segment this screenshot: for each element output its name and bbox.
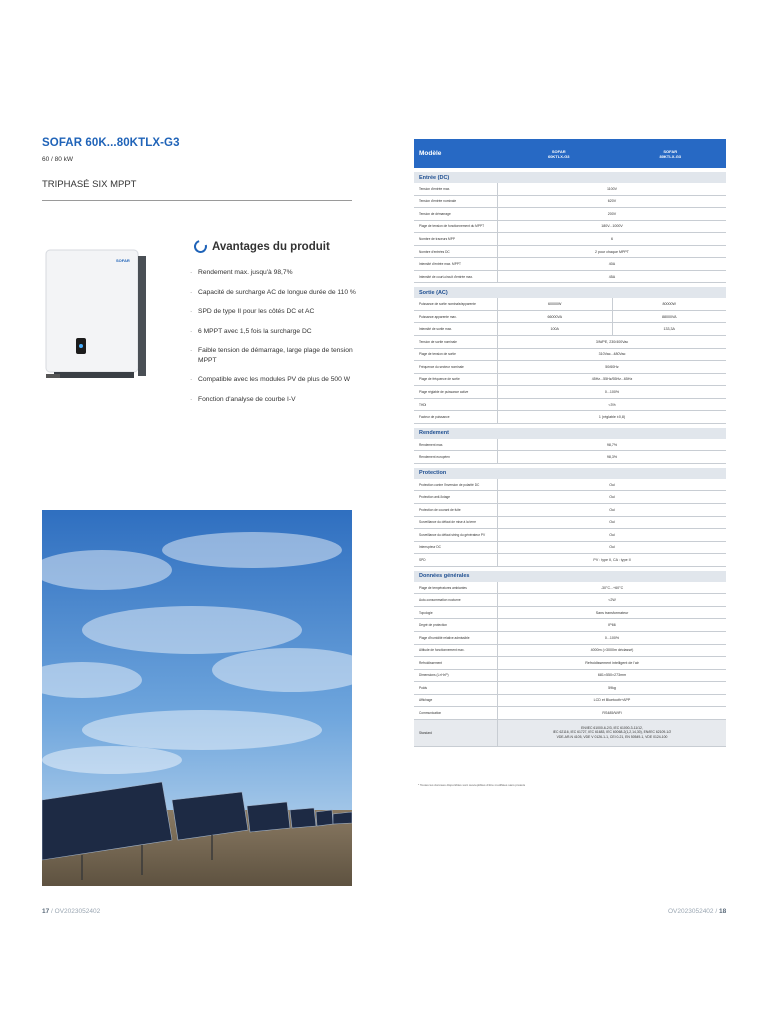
row-value: <3% bbox=[608, 402, 616, 407]
table-row bbox=[414, 439, 726, 452]
table-row bbox=[414, 208, 726, 221]
table-row bbox=[414, 361, 726, 374]
section-header: Sortie (AC) bbox=[414, 287, 726, 298]
table-row bbox=[414, 479, 726, 492]
row-label: Intensité de sortie max. bbox=[414, 323, 498, 335]
row-label: Rendement max. bbox=[414, 439, 498, 451]
row-label: Surveillance du défaut string du générateur PV bbox=[414, 529, 498, 541]
row-value: 180V...1000V bbox=[601, 224, 623, 229]
table-row bbox=[414, 233, 726, 246]
row-label: Intensité de court-circuit d'entrée max. bbox=[414, 271, 498, 283]
row-label: Plage de tension de fonctionnement du MPPT bbox=[414, 221, 498, 233]
row-value: 50/60Hz bbox=[605, 364, 619, 369]
spec-table bbox=[414, 139, 726, 747]
row-value: 88000VA bbox=[661, 314, 677, 319]
row-label: Plage d'humidité relative admissible bbox=[414, 632, 498, 644]
row-value: Oui bbox=[609, 507, 615, 512]
row-label: Surveillance du défaut de mise à la terre bbox=[414, 517, 498, 529]
row-value: 133,3A bbox=[663, 327, 675, 332]
row-label: Topologie bbox=[414, 607, 498, 619]
row-value: 200V bbox=[607, 211, 617, 216]
table-row bbox=[414, 707, 726, 720]
list-item: · Faible tension de démarrage, large plage de tension MPPT bbox=[190, 346, 360, 365]
divider bbox=[42, 200, 352, 201]
product-title: SOFAR 60K...80KTLX-G3 bbox=[42, 137, 180, 149]
list-item: · Rendement max. jusqu'à 98,7% bbox=[190, 268, 360, 278]
row-value: -30°C...+60°C bbox=[600, 585, 624, 590]
table-row bbox=[414, 619, 726, 632]
row-label: Puissance de sortie nominale/apparente bbox=[414, 298, 498, 310]
row-label: Plage réglable de puissance active bbox=[414, 386, 498, 398]
row-label: Fréquence du secteur nominale bbox=[414, 361, 498, 373]
row-value: PV : type II, CA : type II bbox=[593, 557, 631, 562]
section-header: Protection bbox=[414, 468, 726, 479]
table-row bbox=[414, 258, 726, 271]
row-value: 1 (réglable ±0,8) bbox=[598, 415, 626, 420]
row-label: Dimensions (L×H×P) bbox=[414, 670, 498, 682]
row-label: Auto-consommation nocturne bbox=[414, 594, 498, 606]
table-footnote: * Toutes les données disponibles sont susceptibles d'être modifiées sans préavis bbox=[418, 783, 526, 787]
page-number: 17 bbox=[42, 908, 50, 915]
row-value: Oui bbox=[609, 482, 615, 487]
row-label: Poids bbox=[414, 682, 498, 694]
row-value: 45Hz...55Hz/55Hz...65Hz bbox=[591, 377, 633, 382]
row-value: Oui bbox=[609, 545, 615, 550]
row-label: Tension d'entrée nominale bbox=[414, 196, 498, 208]
section-header: Entrée (DC) bbox=[414, 172, 726, 183]
inverter-image bbox=[44, 248, 150, 382]
table-row bbox=[414, 386, 726, 399]
row-label: Facteur de puissance bbox=[414, 411, 498, 423]
row-label: Plage de tension de sortie bbox=[414, 349, 498, 361]
doc-code: OV2023052402 bbox=[668, 908, 714, 915]
row-value: 45A bbox=[608, 274, 616, 279]
row-value: 98,3% bbox=[606, 455, 618, 460]
row-value: Oui bbox=[609, 495, 615, 500]
section-header: Données générales bbox=[414, 571, 726, 582]
table-row bbox=[414, 594, 726, 607]
table-row bbox=[414, 582, 726, 595]
model-label: Modèle bbox=[419, 150, 442, 157]
table-row bbox=[414, 529, 726, 542]
table-row bbox=[414, 632, 726, 645]
page-number: 18 bbox=[718, 908, 727, 915]
advantages-title: Avantages du produit bbox=[212, 240, 330, 253]
row-value: 66000VA bbox=[498, 311, 613, 323]
table-row bbox=[414, 451, 726, 464]
table-row bbox=[414, 311, 726, 324]
row-label: Rendement européen bbox=[414, 451, 498, 463]
row-value: 40A bbox=[608, 262, 616, 267]
row-label: Standard bbox=[414, 720, 498, 746]
advantages-header bbox=[194, 240, 330, 253]
row-value: 80000W bbox=[662, 302, 676, 307]
row-value: LCD et Bluetooth+APP bbox=[593, 698, 631, 703]
table-row bbox=[414, 682, 726, 695]
table-row bbox=[414, 246, 726, 259]
table-row bbox=[414, 517, 726, 530]
row-value: 59kg bbox=[608, 685, 616, 690]
row-value: 60000W bbox=[498, 298, 613, 310]
row-value: 0...100% bbox=[604, 635, 620, 640]
row-value: 6 bbox=[611, 236, 613, 241]
table-row bbox=[414, 298, 726, 311]
section-header: Rendement bbox=[414, 428, 726, 439]
row-label: Refroidissement bbox=[414, 657, 498, 669]
table-row bbox=[414, 399, 726, 412]
table-header bbox=[414, 139, 726, 168]
inverter-logo: SOFAR bbox=[116, 258, 130, 263]
row-label: THDi bbox=[414, 399, 498, 411]
row-value: 100A bbox=[498, 323, 613, 335]
table-row bbox=[414, 374, 726, 387]
circle-logo-icon bbox=[192, 238, 210, 256]
table-row bbox=[414, 491, 726, 504]
row-value: Refroidissement intelligent de l'air bbox=[585, 660, 639, 665]
row-value: Oui bbox=[609, 520, 615, 525]
row-label: Degré de protection bbox=[414, 619, 498, 631]
row-label: Protection contre l'inversion de polarité DC bbox=[414, 479, 498, 491]
list-item: · Compatible avec les modules PV de plus de 500 W bbox=[190, 375, 360, 385]
list-item: · Capacité de surcharge AC de longue durée de 110 % bbox=[190, 288, 360, 298]
power-range: 60 / 80 kW bbox=[42, 156, 74, 163]
row-value: 620V bbox=[607, 199, 617, 204]
row-value: 681×550×273mm bbox=[597, 673, 627, 678]
row-label: Intensité d'entrée max. MPPT bbox=[414, 258, 498, 270]
table-row bbox=[414, 271, 726, 284]
table-row bbox=[414, 504, 726, 517]
row-value: Sans transformateur bbox=[595, 610, 629, 615]
list-item: · Fonction d'analyse de courbe I-V bbox=[190, 395, 360, 405]
footer-left: 17 / OV2023052402 bbox=[42, 908, 101, 915]
row-label: Affichage bbox=[414, 695, 498, 707]
row-label: Tension d'entrée max. bbox=[414, 183, 498, 195]
table-row bbox=[414, 645, 726, 658]
table-row bbox=[414, 196, 726, 209]
list-item: · SPD de type II pour les côtés DC et AC bbox=[190, 307, 360, 317]
row-label: Nombre de traceurs MPP bbox=[414, 233, 498, 245]
row-label: Nombre d'entrées DC bbox=[414, 246, 498, 258]
product-tagline: TRIPHASÉ SIX MPPT bbox=[42, 179, 137, 190]
solar-field-photo bbox=[42, 510, 352, 886]
row-value: IP66 bbox=[608, 623, 616, 628]
advantages-list bbox=[190, 268, 360, 414]
row-label: Tension de sortie nominale bbox=[414, 336, 498, 348]
row-label: Tension de démarrage bbox=[414, 208, 498, 220]
row-value: 310Vac...480Vac bbox=[598, 352, 626, 357]
table-row bbox=[414, 670, 726, 683]
row-value: Oui bbox=[609, 532, 615, 537]
table-row bbox=[414, 542, 726, 555]
table-row bbox=[414, 323, 726, 336]
table-row bbox=[414, 221, 726, 234]
model-column-60: SOFAR 60KTLX-G3 bbox=[547, 148, 570, 159]
table-row bbox=[414, 183, 726, 196]
model-column-80: SOFAR 80KTLX-G3 bbox=[659, 148, 682, 159]
footer-right: OV2023052402 / 18 bbox=[668, 908, 727, 915]
row-value: 98,7% bbox=[606, 442, 618, 447]
table-row bbox=[414, 657, 726, 670]
table-row-standard bbox=[414, 720, 726, 747]
list-item: · 6 MPPT avec 1,5 fois la surcharge DC bbox=[190, 327, 360, 337]
row-value: EN/IEC 61000-6-2/3, IEC 61000-3-11/12, IEC 62116, IEC 61727, IEC 61683, IEC 60068-2(1,2,14,30), EN/IEC 62109-1/2 VDE-AR-N 4105, VDE V 0126-1-1, CEI 0-21, EN 50549-1, VDE 0124-100 bbox=[552, 725, 672, 740]
row-value: 0...100% bbox=[604, 389, 620, 394]
row-value: 2 pour chaque MPPT bbox=[595, 249, 629, 254]
row-value: 3/N/PE, 230/400Vac bbox=[595, 339, 629, 344]
table-body bbox=[414, 172, 726, 720]
row-value: <2W bbox=[608, 598, 616, 603]
row-label: Protection anti-îlotage bbox=[414, 491, 498, 503]
table-row bbox=[414, 607, 726, 620]
row-label: Interrupteur DC bbox=[414, 542, 498, 554]
row-label: Communication bbox=[414, 707, 498, 719]
row-label: Protection de courant de fuite bbox=[414, 504, 498, 516]
table-row bbox=[414, 349, 726, 362]
table-row bbox=[414, 411, 726, 424]
table-row bbox=[414, 554, 726, 567]
row-label: Puissance apparente max. bbox=[414, 311, 498, 323]
row-label: Plage de fréquence de sortie bbox=[414, 374, 498, 386]
row-label: SPD bbox=[414, 554, 498, 566]
row-label: Altitude de fonctionnement max. bbox=[414, 645, 498, 657]
row-label: Plage de températures ambiantes bbox=[414, 582, 498, 594]
table-row bbox=[414, 336, 726, 349]
doc-code: OV2023052402 bbox=[54, 908, 101, 915]
row-value: 1100V bbox=[606, 186, 618, 191]
table-row bbox=[414, 695, 726, 708]
row-value: 4000m (>3000m déclassé) bbox=[590, 648, 634, 653]
row-value: RS485/WiFi bbox=[602, 711, 622, 715]
